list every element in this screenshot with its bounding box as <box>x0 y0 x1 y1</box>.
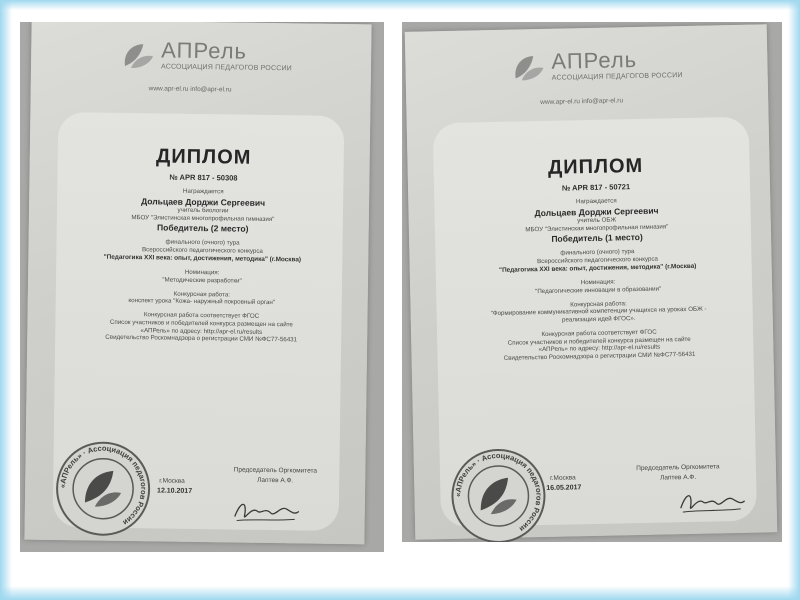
results-line-1: Список участников и победителей конкурса размещен на сайте <box>109 318 293 329</box>
stamp-text: «АПРель» · Ассоциация педагогов России <box>453 450 544 534</box>
work-label: Конкурсная работа: <box>173 290 231 299</box>
tour-line: финального (очного) тура <box>560 248 635 257</box>
city: г.Москва <box>159 477 185 485</box>
awardee-school: МБОУ "Элистинская многопрофильная гимназия" <box>525 222 669 233</box>
apr-logo <box>121 39 292 72</box>
stamp-seal-icon <box>54 440 151 537</box>
awardee-name: Дольцаев Дорджи Сергеевич <box>534 205 659 218</box>
license-line: Свидетельство Роскомнадзора о регистрации СМИ №ФС77-56431 <box>503 350 696 362</box>
issue-date: 12.10.2017 <box>157 487 193 495</box>
contest-line: Всероссийского педагогического конкурса <box>141 246 263 255</box>
diploma-sheet <box>405 24 778 539</box>
results-line-2: «АПРель» по адресу: http://apr-el.ru/results <box>140 326 263 336</box>
diploma-title: ДИПЛОМ <box>155 145 252 169</box>
work-value-cont: реализация идей ФГОС». <box>561 315 636 324</box>
stamp-seal-icon <box>449 447 547 542</box>
results-line-2: «АПРель» по адресу: http://apr-el.ru/results <box>538 343 661 354</box>
diploma-photo-right <box>402 22 782 542</box>
awarded-label: Награждается <box>182 187 224 196</box>
leaf-icon <box>511 51 546 82</box>
awardee-position: учитель биологии <box>177 206 229 215</box>
frame-glow-left <box>0 0 12 600</box>
chair-name: Лаптев А.Ф. <box>660 473 697 482</box>
contest-line: Всероссийского педагогического конкурса <box>537 255 659 266</box>
leaf-icon <box>121 39 155 69</box>
work-value: "Формирование коммуникативной компетенции учащихся на уроках ОБЖ - <box>490 305 707 318</box>
logo-subtitle: АССОЦИАЦИЯ ПЕДАГОГОВ РОССИИ <box>551 72 683 82</box>
diploma-content <box>443 153 751 364</box>
diploma-title: ДИПЛОМ <box>547 154 644 179</box>
award-place: Победитель (2 место) <box>156 222 249 234</box>
logo-subtitle: АССОЦИАЦИЯ ПЕДАГОГОВ РОССИИ <box>160 63 292 73</box>
signature-icon <box>231 496 301 527</box>
diploma-number: № APR 817 - 50721 <box>561 182 631 193</box>
chair-title: Председатель Оргкомитета <box>636 463 720 473</box>
awardee-school: МБОУ "Элистинская многопрофильная гимназия" <box>131 213 275 223</box>
city: г.Москва <box>550 474 576 482</box>
issue-date: 16.05.2017 <box>546 484 582 492</box>
diploma-number: № APR 817 - 50308 <box>169 172 238 183</box>
contacts-line: www.apr-el.ru info@apr-el.ru <box>148 85 232 94</box>
results-line-1: Список участников и победителей конкурса размещен на сайте <box>507 335 691 347</box>
awardee-position: учитель ОБЖ <box>577 216 617 225</box>
chair-name: Лаптев А.Ф. <box>257 476 294 485</box>
nomination-value: "Методические разработки" <box>162 276 242 285</box>
diploma-photo-left <box>20 22 384 552</box>
award-place: Победитель (1 место) <box>551 232 643 245</box>
fgos-line: Конкурсная работа соответствует ФГОС <box>143 311 260 320</box>
license-line: Свидетельство Роскомнадзора о регистрации СМИ №ФС77-56431 <box>105 334 298 344</box>
chair-title: Председатель Оргкомитета <box>233 466 318 475</box>
diploma-sheet <box>24 22 371 544</box>
stamp-text: «АПРель» · Ассоциация педагогов России <box>58 443 149 528</box>
logo-word: АПРель <box>551 46 638 74</box>
awardee-name: Дольцаев Дорджи Сергеевич <box>141 195 266 208</box>
work-value: конспект урока "Кожа- наружный покровный орган" <box>128 297 276 307</box>
nomination-label: Номинация: <box>184 268 220 277</box>
diploma-content <box>61 144 344 345</box>
frame-glow-top <box>0 0 800 10</box>
apr-logo <box>511 48 683 83</box>
frame-glow-right <box>788 0 800 600</box>
logo-word: АПРель <box>161 37 248 64</box>
tour-line: финального (очного) тура <box>165 238 240 247</box>
frame-glow-bottom <box>0 586 800 600</box>
work-label: Конкурсная работа: <box>570 299 627 309</box>
contest-name: "Педагогика XXI века: опыт, достижения, методика" (г.Москва) <box>103 253 302 264</box>
contest-name: "Педагогика XXI века: опыт, достижения, методика" (г.Москва) <box>498 262 697 274</box>
nomination-label: Номинация: <box>580 278 616 287</box>
contacts-line: www.apr-el.ru info@apr-el.ru <box>540 97 624 107</box>
fgos-line: Конкурсная работа соответствует ФГОС <box>541 328 657 338</box>
signature-icon <box>676 487 747 518</box>
nomination-value: "Педагогические инновации в образовании" <box>535 285 662 295</box>
awarded-label: Награждается <box>575 197 617 206</box>
